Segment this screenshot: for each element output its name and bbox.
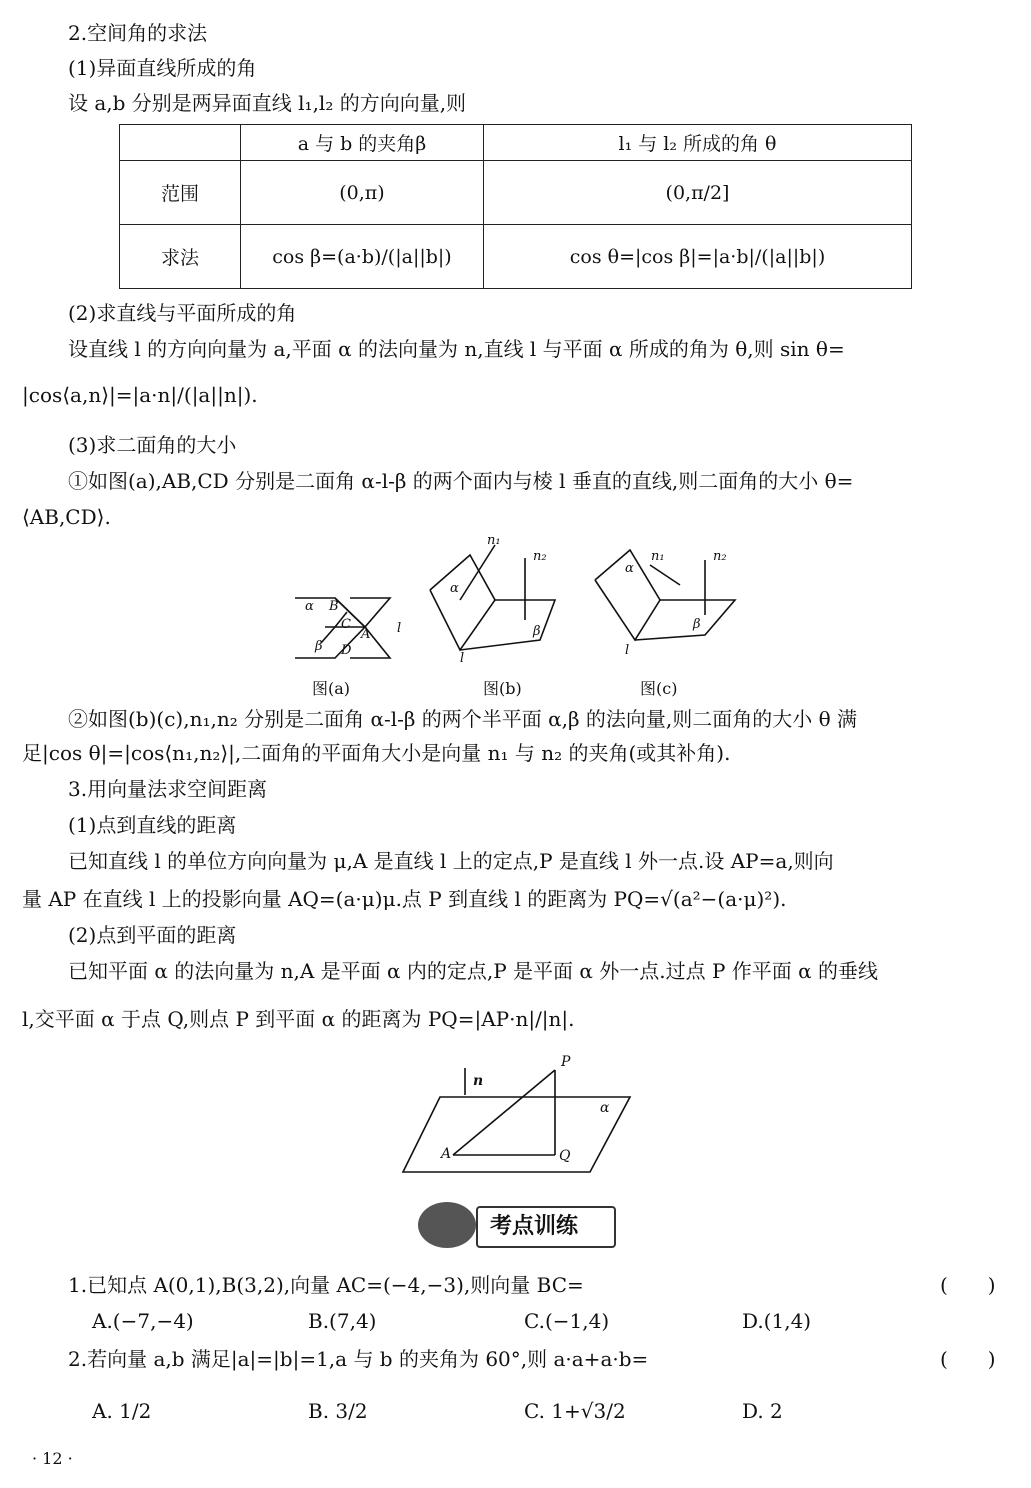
svg-text:l: l bbox=[625, 643, 630, 658]
svg-text:A: A bbox=[361, 627, 371, 642]
svg-text:α: α bbox=[450, 581, 459, 596]
point-plane-figure bbox=[395, 1050, 640, 1180]
svg-text:l: l bbox=[460, 651, 465, 666]
distance-2-text-2: l,交平面 α 于点 Q,则点 P 到平面 α 的距离为 PQ=|AP·n|/|n|. bbox=[22, 1007, 575, 1031]
angle-table bbox=[119, 124, 912, 289]
table-row-range-label: 范围 bbox=[120, 161, 241, 225]
svg-text:β: β bbox=[693, 617, 701, 632]
distance-1-text-2: 量 AP 在直线 l 上的投影向量 AQ=(a·μ)μ.点 P 到直线 l 的距离为 PQ=√(a²−(a·μ)²). bbox=[22, 887, 787, 911]
page-number: · 12 · bbox=[32, 1449, 73, 1468]
figure-c-caption: 图(c) bbox=[640, 679, 678, 698]
svg-text:n₂: n₂ bbox=[533, 549, 547, 564]
table-range-theta: (0,π/2] bbox=[484, 161, 912, 225]
subsection-3-item-1-line-1: ①如图(a),AB,CD 分别是二面角 α-l-β 的两个面内与棱 l 垂直的直线,则二面角的大小 θ= bbox=[68, 469, 854, 493]
training-banner bbox=[418, 1196, 616, 1252]
svg-text:A: A bbox=[441, 1146, 452, 1162]
svg-text:β: β bbox=[315, 639, 323, 654]
dihedral-figures bbox=[285, 530, 745, 670]
segment-ap bbox=[453, 1070, 555, 1155]
question-1-answer-blank: ( ) bbox=[940, 1273, 996, 1297]
section-3-title: 3.用向量法求空间距离 bbox=[68, 777, 268, 801]
subsection-3-item-1-line-2: ⟨AB,CD⟩. bbox=[22, 505, 111, 529]
svg-text:P: P bbox=[561, 1054, 571, 1070]
question-2-option-c: C. 1+√3/2 bbox=[524, 1399, 626, 1423]
question-1-option-c: C.(−1,4) bbox=[524, 1309, 610, 1333]
fig-c-plane-beta bbox=[635, 600, 735, 640]
table-method-theta: cos θ=|cos β|=|a·b|/(|a||b|) bbox=[484, 225, 912, 289]
question-2-option-d: D. 2 bbox=[742, 1399, 783, 1423]
table-header-beta: a 与 b 的夹角β bbox=[241, 125, 484, 161]
subsection-3-item-2-line-2: 足|cos θ|=|cos⟨n₁,n₂⟩|,二面角的平面角大小是向量 n₁ 与 n₂ 的夹角(或其补角). bbox=[22, 741, 731, 765]
question-1-option-b: B.(7,4) bbox=[308, 1309, 377, 1333]
distance-2-text-1: 已知平面 α 的法向量为 n,A 是平面 α 内的定点,P 是平面 α 外一点.过点 P 作平面 α 的垂线 bbox=[68, 959, 878, 983]
distance-2-title: (2)点到平面的距离 bbox=[68, 923, 237, 947]
subsection-2-text-1: 设直线 l 的方向向量为 a,平面 α 的法向量为 n,直线 l 与平面 α 所成的角为 θ,则 sin θ= bbox=[68, 337, 845, 361]
section-2-title: 2.空间角的求法 bbox=[68, 21, 208, 45]
svg-text:n: n bbox=[473, 1073, 484, 1089]
table-range-beta: (0,π) bbox=[241, 161, 484, 225]
subsection-1-title: (1)异面直线所成的角 bbox=[68, 56, 257, 80]
question-2-answer-blank: ( ) bbox=[940, 1347, 996, 1371]
figure-b-caption: 图(b) bbox=[483, 679, 522, 698]
banner-title: 考点训练 bbox=[490, 1213, 579, 1239]
fig-b-plane-alpha bbox=[430, 555, 495, 650]
table-corner bbox=[120, 125, 241, 161]
table-header-theta: l₁ 与 l₂ 所成的角 θ bbox=[484, 125, 912, 161]
table-row-method-label: 求法 bbox=[120, 225, 241, 289]
figure-a-caption: 图(a) bbox=[312, 679, 351, 698]
palette-icon bbox=[418, 1202, 476, 1248]
subsection-3-item-2-line-1: ②如图(b)(c),n₁,n₂ 分别是二面角 α-l-β 的两个半平面 α,β 的法向量,则二面角的大小 θ 满 bbox=[68, 707, 858, 731]
svg-text:n₂: n₂ bbox=[713, 549, 727, 564]
question-1-option-d: D.(1,4) bbox=[742, 1309, 812, 1333]
svg-text:B: B bbox=[329, 599, 339, 614]
question-2-stem: 2.若向量 a,b 满足|a|=|b|=1,a 与 b 的夹角为 60°,则 a·a+a·b= bbox=[68, 1347, 649, 1371]
svg-text:α: α bbox=[600, 1100, 610, 1116]
svg-text:n₁: n₁ bbox=[487, 533, 501, 548]
svg-text:β: β bbox=[533, 624, 541, 639]
subsection-3-title: (3)求二面角的大小 bbox=[68, 433, 237, 457]
svg-text:α: α bbox=[625, 561, 634, 576]
svg-text:D: D bbox=[341, 643, 352, 658]
subsection-2-text-2: |cos⟨a,n⟩|=|a·n|/(|a||n|). bbox=[22, 383, 258, 407]
question-1-stem: 1.已知点 A(0,1),B(3,2),向量 AC=(−4,−3),则向量 BC= bbox=[68, 1273, 584, 1297]
fig-b-plane-beta bbox=[460, 600, 555, 650]
svg-text:Q: Q bbox=[559, 1148, 571, 1164]
svg-text:α: α bbox=[305, 599, 314, 614]
distance-1-text-1: 已知直线 l 的单位方向向量为 μ,A 是直线 l 上的定点,P 是直线 l 外一点.设 AP=a,则向 bbox=[68, 849, 834, 873]
svg-text:n₁: n₁ bbox=[651, 549, 665, 564]
question-1-option-a: A.(−7,−4) bbox=[92, 1309, 194, 1333]
question-2-option-a: A. 1/2 bbox=[92, 1399, 152, 1423]
intro-line: 设 a,b 分别是两异面直线 l₁,l₂ 的方向向量,则 bbox=[68, 91, 467, 115]
table-method-beta: cos β=(a·b)/(|a||b|) bbox=[241, 225, 484, 289]
plane-alpha bbox=[403, 1097, 630, 1172]
subsection-2-title: (2)求直线与平面所成的角 bbox=[68, 301, 297, 325]
distance-1-title: (1)点到直线的距离 bbox=[68, 813, 237, 837]
svg-text:C: C bbox=[341, 617, 351, 632]
question-2-option-b: B. 3/2 bbox=[308, 1399, 368, 1423]
svg-text:l: l bbox=[397, 621, 402, 636]
